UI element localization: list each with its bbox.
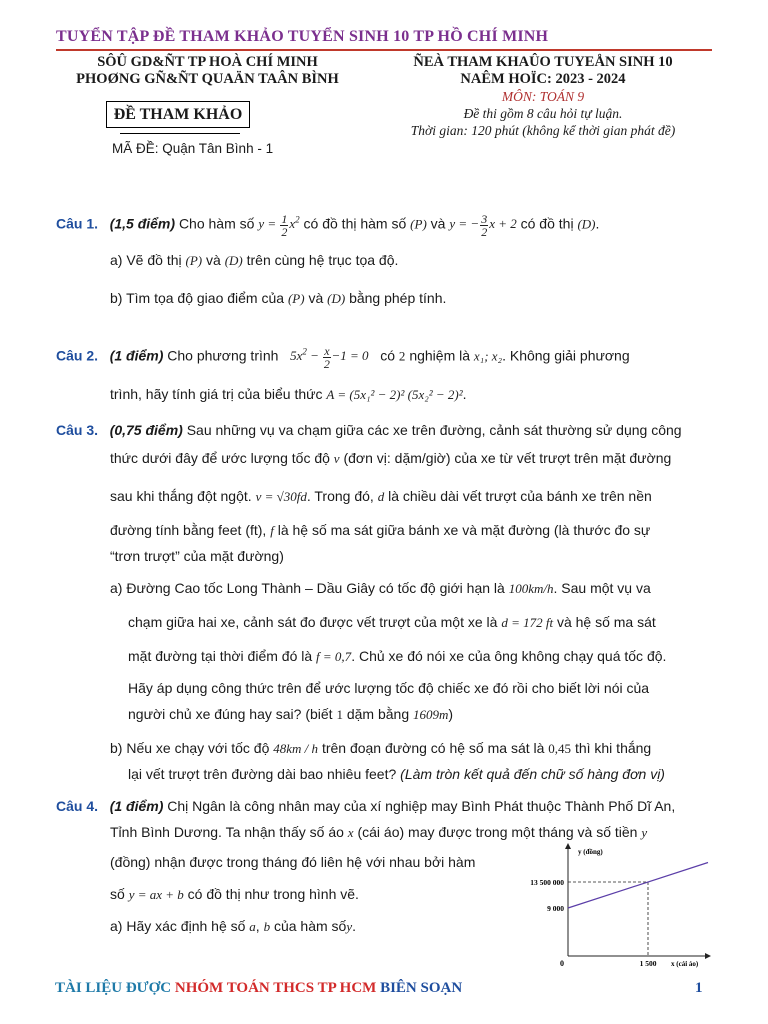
q4-points: (1 điểm) <box>109 798 164 814</box>
q4-part-a: a) Hãy xác định hệ số a, b của hàm sốy. <box>110 918 357 934</box>
q3-label: Câu 3. <box>56 422 99 438</box>
q1-label: Câu 1. <box>56 215 99 232</box>
q1-func-p: y = $\frac{1}{2}$ $x^2$ <box>258 211 300 239</box>
banner-title: TUYỂN TẬP ĐỀ THAM KHẢO TUYỂN SINH 10 TP HỒ CHÍ MINH <box>56 28 549 45</box>
q2-points: (1 điểm) <box>109 347 164 364</box>
q3-line-1: Câu 3. (0,75 điểm) Sau những vụ va chạm giữa các xe trên đường, cảnh sát thường sử dụng công <box>56 422 682 438</box>
q1-part-a: a) Vẽ đồ thị (P) và (D) trên cùng hệ trục tọa độ. <box>110 252 399 268</box>
q1-func-d: y = − $\frac{3}{2}$ x + 2 <box>449 211 517 239</box>
y-tick-label: 13 500 000 <box>530 878 564 887</box>
q3-part-a-1: a) Đường Cao tốc Long Thành – Dầu Giây có tốc độ giới hạn là 100km/h. Sau một vụ va <box>110 580 651 596</box>
q1-graph-d: (D) <box>577 216 596 232</box>
q2-roots: x₁; x₂ <box>473 348 503 364</box>
exam-label-underline <box>120 133 240 134</box>
q1-stem: Câu 1. (1,5 điểm) Cho hàm số y = $\frac{1}{2}$ $x^2$ có đồ thị hàm số (P) và y = − $\frac{3}{2}$ x + 2 có đồ thị (D). <box>56 211 600 239</box>
page-number: 1 <box>695 980 703 996</box>
q2-expression: A = (5x₁² − 2)² (5x₂² − 2)² <box>326 387 463 402</box>
q3-line-4: đường tính bằng feet (ft), f là hệ số ma sát giữa bánh xe và mặt đường (là thước đo sự <box>110 522 651 538</box>
q1-text-3: và <box>430 215 446 232</box>
q4-line-3: (đồng) nhận được trong tháng đó liên hệ với nhau bởi hàm <box>110 854 476 870</box>
q1-text: Cho hàm số <box>178 215 255 232</box>
q2-equation: $5x^2$ − $\frac{x}{2}$ −1 = 0 <box>290 343 369 371</box>
q3-line-3: sau khi thắng đột ngột. v = √30fd. Trong đó, d là chiều dài vết trượt của bánh xe trên nền <box>110 488 652 504</box>
q2-label: Câu 2. <box>56 347 99 364</box>
subject: MÔN: TOÁN 9 <box>501 89 585 104</box>
q3-part-a-5: người chủ xe đúng hay sai? (biết 1 dặm bằng 1609m) <box>128 706 454 722</box>
school-year: NAÊM HOÏC: 2023 - 2024 <box>460 71 626 87</box>
time-limit: Thời gian: 120 phút (không kể thời gian phát đề) <box>410 123 676 138</box>
q2-stem-2: trình, hãy tính giá trị của biểu thức A = (5x₁² − 2)² (5x₂² − 2)². <box>110 386 467 402</box>
q3-part-b-2: lại vết trượt trên đường dài bao nhiêu feet? (Làm tròn kết quả đến chữ số hàng đơn vị) <box>128 766 665 782</box>
q3-formula: v = √30fd <box>255 489 307 504</box>
x-axis-label: x (cái áo) <box>671 960 699 968</box>
q1-text-4: có đồ thị <box>520 215 574 232</box>
q4-label: Câu 4. <box>56 798 99 814</box>
origin-label: 0 <box>560 959 564 968</box>
footer-credit <box>55 980 462 997</box>
q2-stem: Câu 2. (1 điểm) Cho phương trình $5x^2$ − $\frac{x}{2}$ −1 = 0 có 2 nghiệm là x₁; x₂. Không giải phương <box>56 343 630 371</box>
series-line <box>568 863 708 909</box>
q3-line-2: thức dưới đây để ước lượng tốc độ v (đơn vị: dặm/giờ) của xe từ vết trượt trên mặt đường <box>110 450 672 466</box>
footer-part-3: BIÊN SOẠN <box>380 980 463 996</box>
question-count: Đề thi gồm 8 câu hỏi tự luận. <box>463 106 623 121</box>
y-tick-label: 9 000 <box>547 904 564 913</box>
footer-part-2: NHÓM TOÁN THCS TP HCM <box>174 980 381 996</box>
header-left <box>70 54 345 88</box>
q4-line-2: Tỉnh Bình Dương. Ta nhận thấy số áo x (cái áo) may được trong một tháng và số tiền y <box>110 824 648 840</box>
q1-part-b: b) Tìm tọa độ giao điểm của (P) và (D) bằng phép tính. <box>110 290 447 306</box>
q3-part-a-4: Hãy áp dụng công thức trên để ước lượng tốc độ chiếc xe đó rồi cho biết lời nói của <box>128 680 650 696</box>
q4-line-1: Câu 4. (1 điểm) Chị Ngân là công nhân may của xí nghiệp may Bình Phát thuộc Thành Phố Dĩ An, <box>56 798 676 814</box>
header-right <box>378 54 708 139</box>
office-name: PHOØNG GÑ&ÑT QUAÄN TAÂN BÌNH <box>76 71 339 87</box>
x-tick-label: 1 500 <box>639 959 657 968</box>
q3-part-a-2: chạm giữa hai xe, cảnh sát đo được vết trượt của một xe là d = 172 ft và hệ số ma sát <box>128 614 656 630</box>
footer-part-1: TÀI LIỆU ĐƯỢC <box>55 980 175 996</box>
banner-divider <box>56 49 712 51</box>
q4-graph <box>508 838 718 968</box>
q3-part-a-3: mặt đường tại thời điểm đó là f = 0,7. Chủ xe đó nói xe của ông không chạy quá tốc độ. <box>128 648 667 664</box>
dept-name: SÔÛ GD&ÑT TP HOÀ CHÍ MINH <box>97 54 318 70</box>
q4-line-4: số y = ax + b có đồ thị như trong hình vẽ. <box>110 886 359 902</box>
q1-graph-p: (P) <box>410 216 427 232</box>
q3-part-b-1: b) Nếu xe chạy với tốc độ 48km / h trên đoạn đường có hệ số ma sát là 0,45 thì khi thắng <box>110 740 652 756</box>
q1-points: (1,5 điểm) <box>109 215 176 232</box>
y-axis-label: y (đồng) <box>578 848 603 856</box>
q1-text-2: có đồ thị hàm số <box>303 215 407 232</box>
exam-title: ÑEÀ THAM KHAÛO TUYEÅN SINH 10 <box>413 54 673 70</box>
q3-line-5: “trơn trượt” của mặt đường) <box>110 548 284 564</box>
exam-code: MÃ ĐỀ: Quận Tân Bình - 1 <box>112 141 274 156</box>
q3-points: (0,75 điểm) <box>109 422 183 438</box>
exam-label-box: ĐỀ THAM KHẢO <box>106 101 250 128</box>
